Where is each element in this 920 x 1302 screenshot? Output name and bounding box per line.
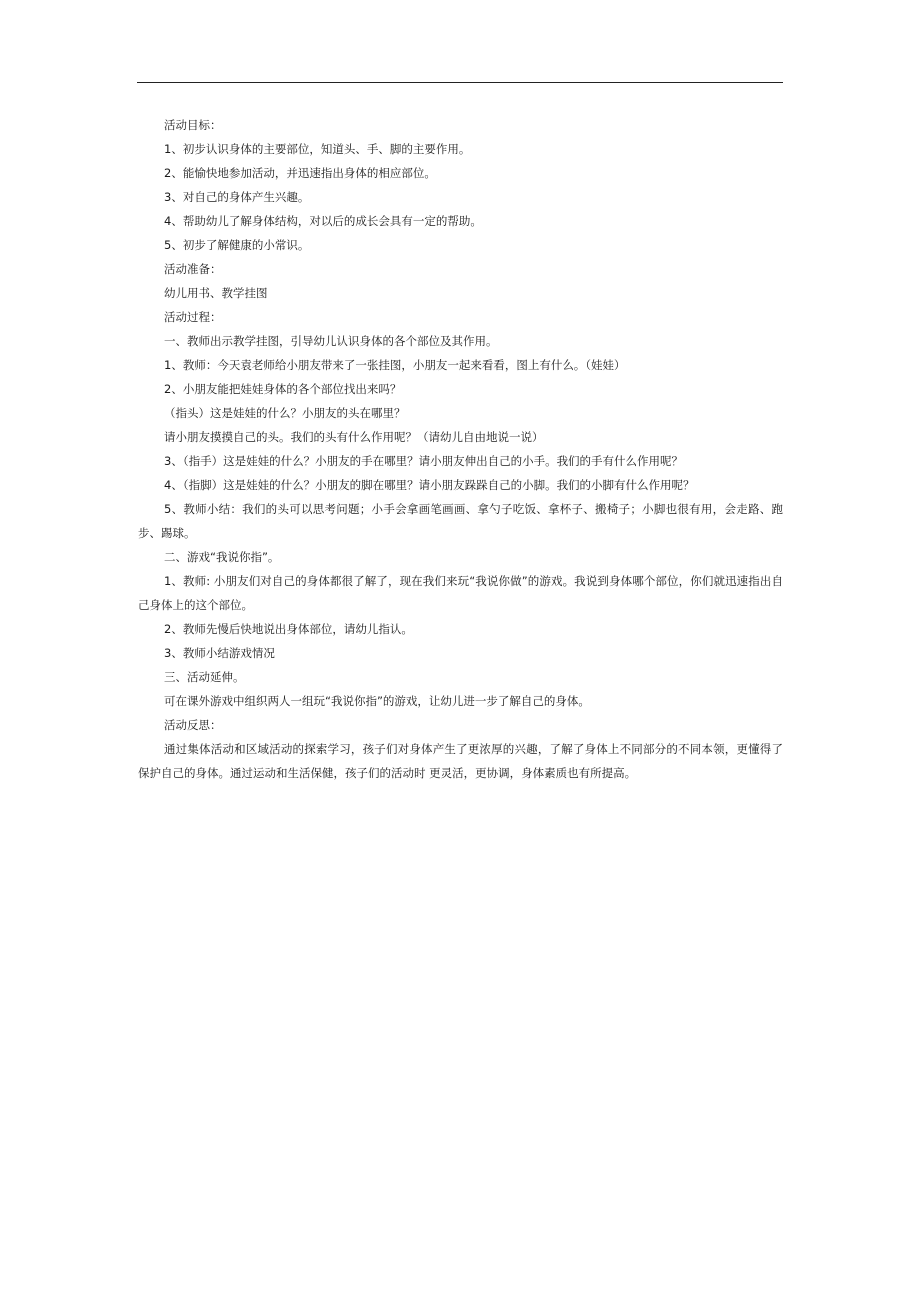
process-step-2-2: 2、教师先慢后快地说出身体部位，请幼儿指认。 bbox=[164, 622, 413, 636]
document-body bbox=[138, 113, 783, 785]
process-step-1-1: 1、教师：今天袁老师给小朋友带来了一张挂图，小朋友一起来看看，图上有什么。（娃娃） bbox=[164, 358, 626, 372]
process-step-2: 二、游戏“我说你指”。 bbox=[164, 550, 280, 564]
section-heading-preparation: 活动准备： bbox=[164, 262, 222, 276]
process-step-1-2: 2、小朋友能把娃娃身体的各个部位找出来吗？ bbox=[164, 382, 402, 396]
process-step-3: 三、活动延伸。 bbox=[164, 670, 245, 684]
goal-item-2: 2、能愉快地参加活动，并迅速指出身体的相应部位。 bbox=[164, 166, 436, 180]
goal-item-4: 4、帮助幼儿了解身体结构，对以后的成长会具有一定的帮助。 bbox=[164, 214, 482, 228]
goal-item-3: 3、对自己的身体产生兴趣。 bbox=[164, 190, 310, 204]
goal-item-1: 1、初步认识身体的主要部位，知道头、手、脚的主要作用。 bbox=[164, 142, 471, 156]
process-step-2-1: 1、教师: 小朋友们对自己的身体都很了解了，现在我们来玩“我说你做”的游戏。我说到身体哪个部位，你们就迅速指出自己身体上的这个部位。 bbox=[138, 574, 783, 612]
process-step-2-3: 3、教师小结游戏情况 bbox=[164, 646, 275, 660]
preparation-materials: 幼儿用书、教学挂图 bbox=[164, 286, 268, 300]
section-heading-goals: 活动目标： bbox=[164, 118, 222, 132]
process-step-1-3: 3、（指手）这是娃娃的什么？小朋友的手在哪里？请小朋友伸出自己的小手。我们的手有什么作用呢？ bbox=[164, 454, 684, 468]
process-step-1-5-summary: 5、教师小结：我们的头可以思考问题；小手会拿画笔画画、拿勺子吃饭、拿杯子、搬椅子；小脚也很有用，会走路、跑步、踢球。 bbox=[138, 502, 783, 540]
section-heading-reflection: 活动反思： bbox=[164, 718, 222, 732]
process-step-1-4: 4、（指脚）这是娃娃的什么？小朋友的脚在哪里？请小朋友跺跺自己的小脚。我们的小脚有什么作用呢？ bbox=[164, 478, 695, 492]
header-rule bbox=[137, 82, 783, 83]
section-heading-process: 活动过程： bbox=[164, 310, 222, 324]
goal-item-5: 5、初步了解健康的小常识。 bbox=[164, 238, 310, 252]
process-step-3-extension: 可在课外游戏中组织两人一组玩“我说你指”的游戏，让幼儿进一步了解自己的身体。 bbox=[164, 694, 590, 708]
process-step-1: 一、教师出示教学挂图，引导幼儿认识身体的各个部位及其作用。 bbox=[164, 334, 498, 348]
process-step-1-2-head: （指头）这是娃娃的什么？小朋友的头在哪里？ bbox=[164, 406, 406, 420]
reflection-paragraph: 通过集体活动和区域活动的探索学习，孩子们对身体产生了更浓厚的兴趣，了解了身体上不同部分的不同本领，更懂得了保护自己的身体。通过运动和生活保健，孩子们的活动时 更灵活，更协调，身体素质也有所提高。 bbox=[138, 742, 783, 780]
process-step-1-2-touch: 请小朋友摸摸自己的头。我们的头有什么作用呢？（请幼儿自由地说一说） bbox=[164, 430, 544, 444]
